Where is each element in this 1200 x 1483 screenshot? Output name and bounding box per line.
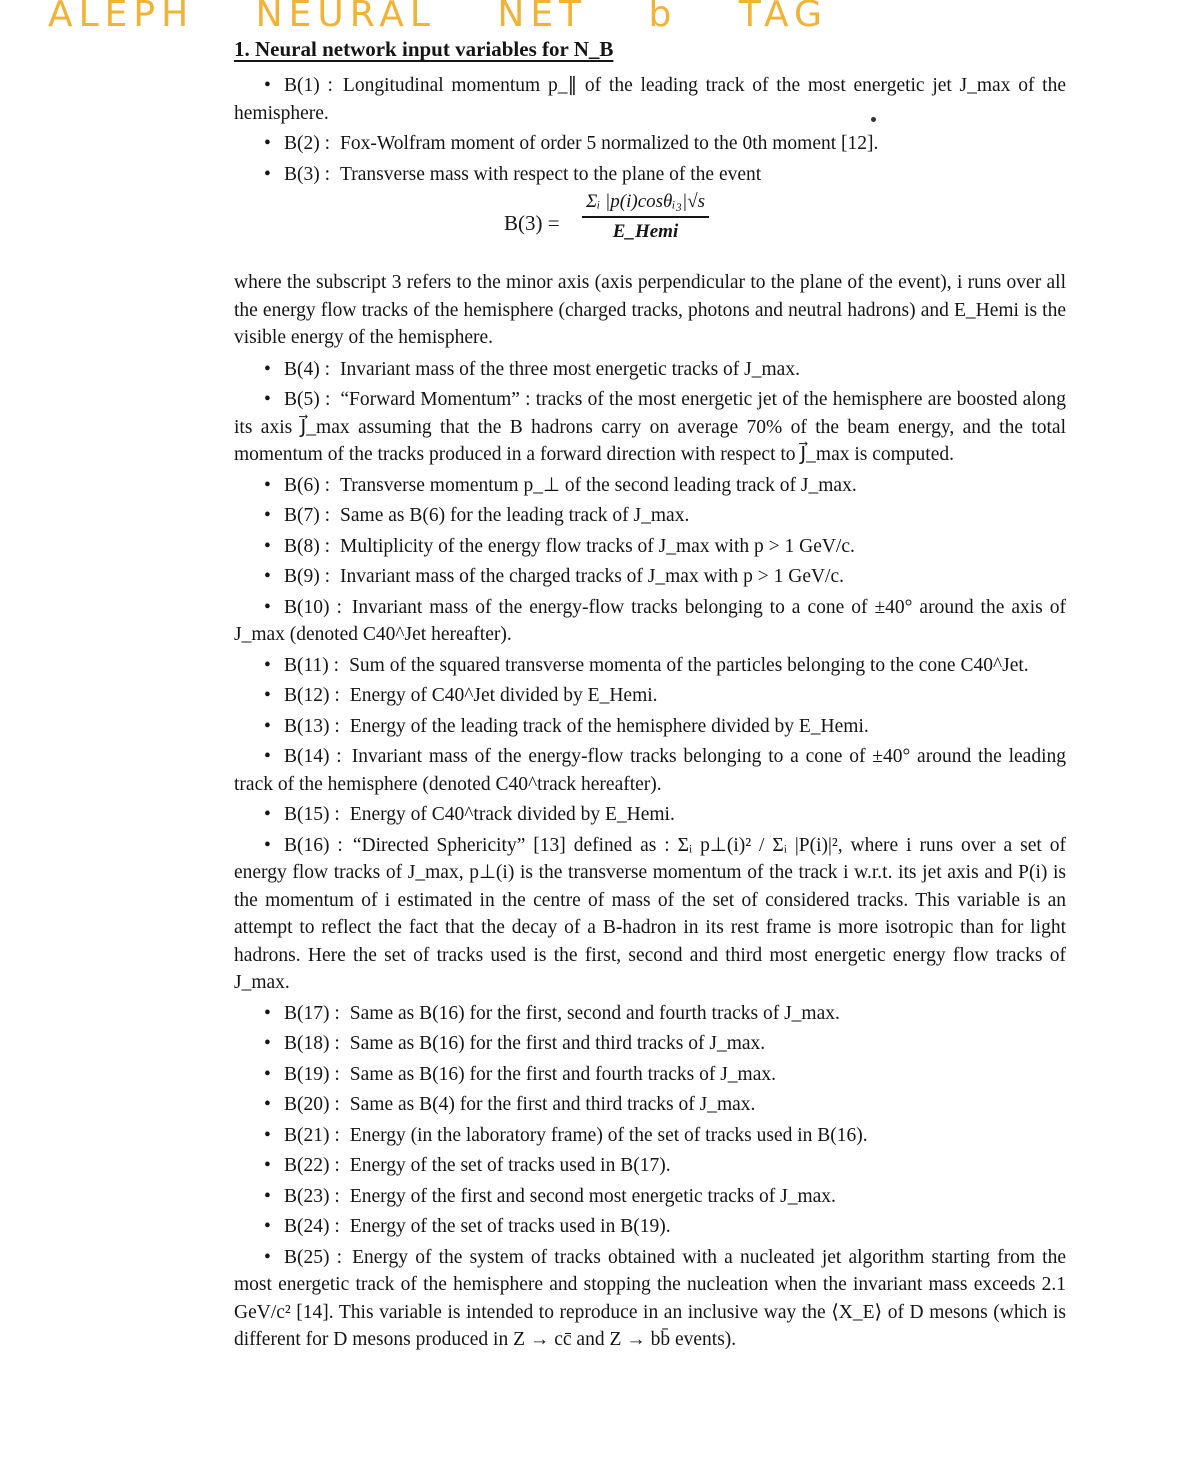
equation-denominator: E_Hemi [612, 221, 679, 242]
variable-label: B(16) : [284, 834, 343, 856]
variable-label: B(24) : [284, 1216, 340, 1237]
variable-item [234, 563, 1066, 591]
variable-description: Transverse mass with respect to the plane of the event [340, 163, 762, 185]
variable-label: B(22) : [284, 1155, 340, 1176]
variable-label: B(8) : [284, 535, 331, 557]
variable-description: Same as B(16) for the first, second and fourth tracks of J_max. [349, 1002, 840, 1024]
fraction-bar [582, 216, 709, 218]
variable-label: B(17) : [284, 1002, 340, 1024]
bullet-icon: • [264, 1124, 271, 1146]
variable-item [234, 713, 1066, 741]
variable-description: Invariant mass of the energy-flow tracks belonging to a cone of ±40° around the leading track of the hemisphere (denoted C40^track hereafter). [234, 746, 1066, 795]
variable-label: B(11) : [284, 654, 340, 676]
variable-description: Energy of the system of tracks obtained with a nucleated jet algorithm starting from the most energetic track of the hemisphere and stopping the nucleation when the invariant mass exceeds 2.1 GeV/c² [14]. This variable is intended to reproduce in an inclusive way the ⟨X_E⟩ of D mesons (which is different for D mesons produced in Z → cc̄ and Z → bb̄ events). [234, 1246, 1066, 1350]
variable-description: Energy of the first and second most energetic tracks of J_max. [349, 1185, 836, 1207]
variable-item [234, 130, 1066, 158]
annotation-word: b [648, 0, 678, 35]
variable-item [234, 1030, 1066, 1058]
variable-description: Energy (in the laboratory frame) of the set of tracks used in B(16). [349, 1124, 868, 1146]
equation-explanation: where the subscript 3 refers to the minor axis (axis perpendicular to the plane of the event), i runs over all the energy flow tracks of the hemisphere (charged tracks, photons and neutral hadrons) and E_Hemi is the visible energy of the hemisphere. [234, 272, 1066, 348]
variable-description: Longitudinal momentum p_∥ of the leading track of the most energetic jet J_max of the hemisphere. [234, 75, 1066, 124]
document-page [234, 34, 1066, 1357]
variable-description: Same as B(16) for the first and third tracks of J_max. [349, 1033, 766, 1054]
variable-item [234, 801, 1066, 829]
section-title: 1. Neural network input variables for N_B [234, 37, 614, 61]
variable-item [234, 1213, 1066, 1241]
bullet-icon: • [264, 505, 271, 526]
variable-label: B(1) : [284, 75, 333, 96]
variable-description: Energy of the set of tracks used in B(17). [349, 1155, 671, 1176]
variable-item [234, 1152, 1066, 1180]
bullet-icon: • [264, 715, 271, 737]
bullet-icon: • [264, 654, 271, 676]
variable-label: B(20) : [284, 1094, 340, 1115]
variable-description: Invariant mass of the energy-flow tracks belonging to a cone of ±40° around the axis of J_max (denoted C40^Jet hereafter). [234, 596, 1066, 645]
equation-b3 [234, 191, 1066, 263]
variable-label: B(12) : [284, 685, 340, 706]
variable-label: B(15) : [284, 804, 340, 825]
annotation-word: NEURAL [255, 0, 436, 35]
variable-label: B(5) : [284, 389, 331, 410]
bullet-icon: • [264, 685, 271, 706]
bullet-icon: • [264, 163, 271, 185]
variable-label: B(25) : [284, 1246, 343, 1268]
variable-label: B(13) : [284, 715, 340, 737]
bullet-icon: • [264, 535, 271, 557]
variable-item [234, 1091, 1066, 1119]
variable-item [234, 743, 1066, 798]
variable-description: Energy of the set of tracks used in B(19). [349, 1216, 671, 1237]
bullet-icon: • [264, 566, 271, 587]
variable-label: B(10) : [284, 596, 342, 618]
bullet-icon: • [264, 474, 271, 496]
equation-numerator: Σᵢ |p(i)cosθᵢ₃|√s [586, 191, 706, 212]
bullet-icon: • [264, 358, 271, 380]
variable-label: B(7) : [284, 505, 331, 526]
bullet-icon: • [264, 596, 271, 618]
variable-description: Fox-Wolfram moment of order 5 normalized to the 0th moment [12]. [340, 133, 879, 154]
annotation-word: TAG [738, 0, 828, 35]
variable-item [234, 472, 1066, 500]
variable-description: Sum of the squared transverse momenta of the particles belonging to the cone C40^Jet. [349, 654, 1029, 676]
variable-item [234, 356, 1066, 384]
variable-list-part-1 [234, 72, 1066, 188]
variable-description: Same as B(16) for the first and fourth tracks of J_max. [349, 1063, 776, 1085]
variable-description: “Directed Sphericity” [13] defined as : Σᵢ p⊥(i)² / Σᵢ |P(i)|², where i runs over a set of energy flow tracks of J_max, p⊥(i) is the transverse momentum of the track i w.r.t. its jet axis and P(i) is the momentum of i estimated in the centre of mass of the set of considered tracks. This variable is an attempt to reflect the fact that the decay of a B-hadron in its rest frame is more isotropic than for light hadrons. Here the set of tracks used is the first, second and third most energetic energy flow tracks of J_max. [234, 834, 1066, 993]
bullet-icon: • [264, 389, 271, 410]
variable-label: B(18) : [284, 1033, 340, 1054]
bullet-icon: • [264, 1094, 271, 1115]
variable-description: Same as B(6) for the leading track of J_max. [340, 505, 690, 526]
variable-description: Energy of C40^Jet divided by E_Hemi. [349, 685, 658, 706]
bullet-icon: • [264, 834, 271, 856]
bullet-icon: • [264, 1002, 271, 1024]
bullet-icon: • [264, 133, 271, 154]
bullet-icon: • [264, 746, 271, 767]
variable-label: B(3) : [284, 163, 331, 185]
variable-description: Invariant mass of the three most energetic tracks of J_max. [340, 358, 800, 380]
variable-description: Invariant mass of the charged tracks of J_max with p > 1 GeV/c. [340, 566, 844, 587]
variable-item [234, 682, 1066, 710]
variable-label: B(23) : [284, 1185, 340, 1207]
bullet-icon: • [264, 1185, 271, 1207]
variable-item [234, 161, 1066, 189]
variable-description: Energy of the leading track of the hemisphere divided by E_Hemi. [349, 715, 869, 737]
annotation-word: NET [497, 0, 588, 35]
equation-lhs: B(3) = [504, 211, 560, 235]
variable-item [234, 1183, 1066, 1211]
equation-fraction [582, 191, 709, 243]
variable-item [234, 533, 1066, 561]
variable-item [234, 1244, 1066, 1354]
handwritten-annotation [48, 0, 872, 35]
variable-label: B(4) : [284, 358, 331, 380]
variable-item [234, 1122, 1066, 1150]
variable-item [234, 72, 1066, 127]
annotation-word: ALEPH [48, 0, 195, 35]
variable-item [234, 832, 1066, 997]
variable-item [234, 502, 1066, 530]
variable-label: B(6) : [284, 474, 331, 496]
bullet-icon: • [264, 1216, 271, 1237]
variable-label: B(9) : [284, 566, 331, 587]
variable-item [234, 1061, 1066, 1089]
variable-description: Multiplicity of the energy flow tracks of J_max with p > 1 GeV/c. [340, 535, 855, 557]
variable-label: B(19) : [284, 1063, 340, 1085]
variable-description: Energy of C40^track divided by E_Hemi. [349, 804, 675, 825]
bullet-icon: • [264, 804, 271, 825]
variable-item [234, 652, 1066, 680]
bullet-icon: • [264, 1063, 271, 1085]
variable-item [234, 1000, 1066, 1028]
bullet-icon: • [264, 1155, 271, 1176]
bullet-icon: • [264, 75, 271, 96]
variable-label: B(21) : [284, 1124, 340, 1146]
variable-label: B(2) : [284, 133, 331, 154]
bullet-icon: • [264, 1246, 271, 1268]
bullet-icon: • [264, 1033, 271, 1054]
variable-description: Same as B(4) for the first and third tracks of J_max. [349, 1094, 756, 1115]
variable-list-part-2 [234, 356, 1066, 1354]
variable-label: B(14) : [284, 746, 342, 767]
variable-item [234, 386, 1066, 469]
variable-description: Transverse momentum p_⊥ of the second leading track of J_max. [340, 474, 857, 496]
variable-item [234, 594, 1066, 649]
variable-description: “Forward Momentum” : tracks of the most energetic jet of the hemisphere are boosted along its axis J⃗_max assuming that the B hadrons carry on average 70% of the beam energy, and the total momentum of the tracks produced in a forward direction with respect to J⃗_max is computed. [234, 389, 1066, 465]
